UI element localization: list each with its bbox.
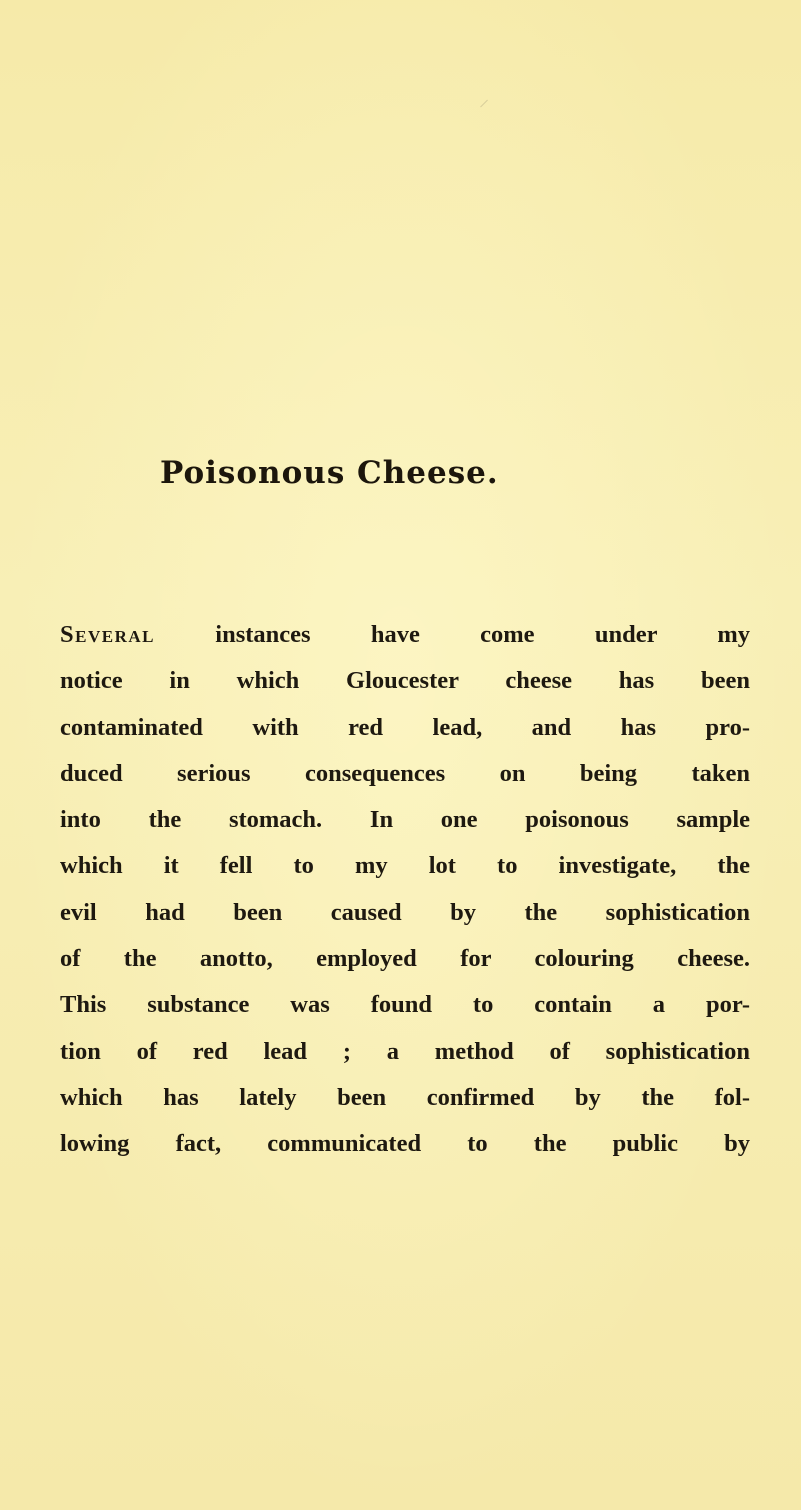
body-paragraph <box>60 612 750 1168</box>
first-word-small-caps: Several <box>60 621 155 648</box>
text-line-3: contaminated with red lead, and has pro- <box>60 713 750 741</box>
text-line-6: which it fell to my lot to investigate, the <box>60 852 750 880</box>
text-line-4: duced serious consequences on being taken <box>60 759 750 787</box>
text-line-7: evil had been caused by the sophistication <box>60 898 750 926</box>
text-line-8: of the anotto, employed for colouring cheese. <box>60 945 750 973</box>
text-line-10: tion of red lead ; a method of sophistication <box>60 1037 750 1065</box>
text-line-5: into the stomach. In one poisonous sample <box>60 806 750 834</box>
text-line-2: notice in which Gloucester cheese has been <box>60 667 750 695</box>
text-line-9: This substance was found to contain a por- <box>60 991 750 1019</box>
text-line-1-rest: instances have come under my <box>154 621 750 648</box>
text-line-12: lowing fact, communicated to the public by <box>60 1130 750 1158</box>
text-line-11: which has lately been confirmed by the fol- <box>60 1083 750 1111</box>
text-line-1 <box>60 612 750 658</box>
paper-blemish <box>473 93 488 108</box>
section-heading: Poisonous Cheese. <box>160 455 499 491</box>
